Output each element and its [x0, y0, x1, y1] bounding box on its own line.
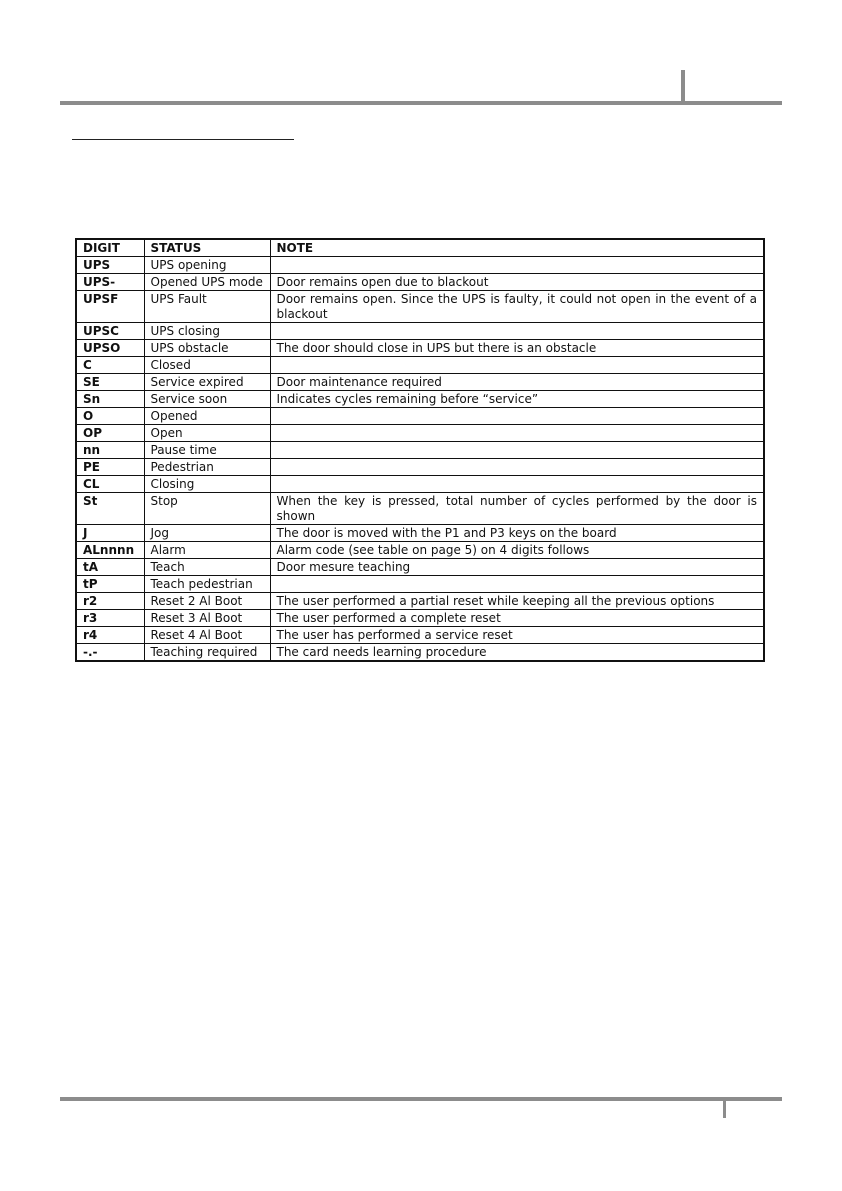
table-row — [76, 525, 764, 542]
cell-note: Door mesure teaching — [270, 559, 764, 576]
cell-digit: UPS- — [76, 274, 144, 291]
footer-rule — [60, 1097, 782, 1101]
cell-digit: tP — [76, 576, 144, 593]
table-row — [76, 340, 764, 357]
cell-digit: tA — [76, 559, 144, 576]
cell-status: Reset 4 Al Boot — [144, 627, 270, 644]
cell-note: The door should close in UPS but there is an obstacle — [270, 340, 764, 357]
cell-digit: UPS — [76, 257, 144, 274]
cell-status: UPS opening — [144, 257, 270, 274]
table-row — [76, 323, 764, 340]
table-row — [76, 493, 764, 525]
cell-status: Closed — [144, 357, 270, 374]
section-title-underline — [72, 139, 294, 140]
table-row — [76, 576, 764, 593]
cell-digit: nn — [76, 442, 144, 459]
header-note: NOTE — [270, 239, 764, 257]
display-status-table — [75, 238, 765, 662]
cell-digit: J — [76, 525, 144, 542]
cell-digit: r4 — [76, 627, 144, 644]
header-digit: DIGIT — [76, 239, 144, 257]
table-row — [76, 374, 764, 391]
cell-status: Service expired — [144, 374, 270, 391]
cell-note — [270, 357, 764, 374]
cell-status: UPS closing — [144, 323, 270, 340]
table-row — [76, 291, 764, 323]
cell-digit: OP — [76, 425, 144, 442]
table-row — [76, 559, 764, 576]
table-row — [76, 610, 764, 627]
cell-digit: -.- — [76, 644, 144, 662]
cell-note: Door remains open. Since the UPS is faulty, it could not open in the event of a blackout — [270, 291, 764, 323]
table-header-row — [76, 239, 764, 257]
cell-note — [270, 459, 764, 476]
cell-digit: Sn — [76, 391, 144, 408]
cell-status: Pedestrian — [144, 459, 270, 476]
cell-note: Door remains open due to blackout — [270, 274, 764, 291]
cell-digit: r2 — [76, 593, 144, 610]
table-row — [76, 257, 764, 274]
cell-status: Stop — [144, 493, 270, 525]
cell-status: UPS obstacle — [144, 340, 270, 357]
cell-digit: UPSO — [76, 340, 144, 357]
cell-note — [270, 442, 764, 459]
table-row — [76, 357, 764, 374]
header-divider-tick — [681, 70, 685, 104]
cell-status: Open — [144, 425, 270, 442]
cell-digit: r3 — [76, 610, 144, 627]
cell-status: Teach pedestrian — [144, 576, 270, 593]
table-row — [76, 442, 764, 459]
cell-note: Door maintenance required — [270, 374, 764, 391]
table-row — [76, 593, 764, 610]
table-row — [76, 644, 764, 662]
table-row — [76, 408, 764, 425]
cell-note — [270, 576, 764, 593]
cell-status: Service soon — [144, 391, 270, 408]
cell-status: Teaching required — [144, 644, 270, 662]
table-row — [76, 476, 764, 493]
cell-note — [270, 323, 764, 340]
cell-status: UPS Fault — [144, 291, 270, 323]
cell-status: Opened — [144, 408, 270, 425]
cell-status: Teach — [144, 559, 270, 576]
cell-digit: St — [76, 493, 144, 525]
cell-note: The user performed a partial reset while keeping all the previous options — [270, 593, 764, 610]
cell-digit: CL — [76, 476, 144, 493]
cell-status: Opened UPS mode — [144, 274, 270, 291]
table-row — [76, 425, 764, 442]
cell-note: The card needs learning procedure — [270, 644, 764, 662]
cell-note: Indicates cycles remaining before “service” — [270, 391, 764, 408]
cell-note — [270, 257, 764, 274]
cell-status: Closing — [144, 476, 270, 493]
cell-note: The door is moved with the P1 and P3 keys on the board — [270, 525, 764, 542]
cell-note: The user performed a complete reset — [270, 610, 764, 627]
cell-digit: O — [76, 408, 144, 425]
table-row — [76, 391, 764, 408]
cell-note: The user has performed a service reset — [270, 627, 764, 644]
table-row — [76, 459, 764, 476]
cell-note — [270, 408, 764, 425]
cell-note — [270, 425, 764, 442]
cell-digit: UPSF — [76, 291, 144, 323]
footer-divider-tick — [723, 1100, 726, 1118]
header-status: STATUS — [144, 239, 270, 257]
cell-status: Alarm — [144, 542, 270, 559]
cell-digit: SE — [76, 374, 144, 391]
cell-status: Reset 3 Al Boot — [144, 610, 270, 627]
cell-status: Reset 2 Al Boot — [144, 593, 270, 610]
cell-note: When the key is pressed, total number of cycles performed by the door is shown — [270, 493, 764, 525]
cell-digit: ALnnnn — [76, 542, 144, 559]
cell-digit: PE — [76, 459, 144, 476]
table-row — [76, 627, 764, 644]
table-row — [76, 542, 764, 559]
header-rule — [60, 101, 782, 105]
cell-note: Alarm code (see table on page 5) on 4 digits follows — [270, 542, 764, 559]
cell-digit: C — [76, 357, 144, 374]
cell-status: Jog — [144, 525, 270, 542]
cell-note — [270, 476, 764, 493]
cell-digit: UPSC — [76, 323, 144, 340]
table-body — [76, 257, 764, 662]
cell-status: Pause time — [144, 442, 270, 459]
table-row — [76, 274, 764, 291]
